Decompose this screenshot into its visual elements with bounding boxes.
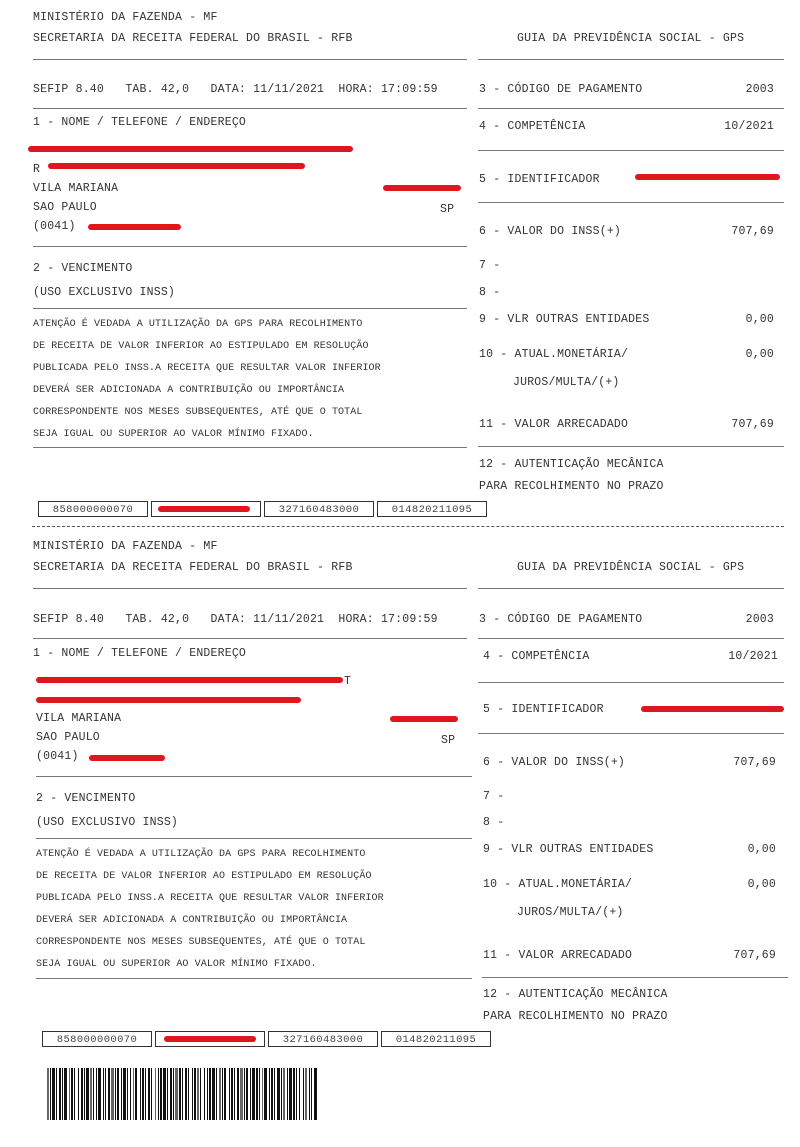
field3-label: 3 - CÓDIGO DE PAGAMENTO [479,83,643,96]
field3-value: 2003 [745,83,774,96]
cut-line [32,526,784,527]
field3-label: 3 - CÓDIGO DE PAGAMENTO [479,613,643,626]
redacted-identifier [641,706,784,712]
state: SP [441,734,456,747]
notice-line: DEVERÁ SER ADICIONADA A CONTRIBUIÇÃO OU IMPORTÂNCIA [36,915,348,926]
neighborhood: VILA MARIANA [36,712,122,725]
redacted-address [48,163,305,169]
field9-value: 0,00 [745,313,774,326]
redacted-cep [383,185,461,191]
field4-value: 10/2021 [724,120,774,133]
redacted-name [28,146,353,152]
field10-value: 0,00 [745,348,774,361]
field9-label: 9 - VLR OUTRAS ENTIDADES [479,313,650,326]
field8-label: 8 - [479,286,501,299]
field2-value: (USO EXCLUSIVO INSS) [36,816,179,829]
notice-line: ATENÇÃO É VEDADA A UTILIZAÇÃO DA GPS PARA RECOLHIMENTO [36,849,366,860]
divider [33,447,467,448]
address-prefix: R [33,163,41,176]
barcode-digits-1: 858000000070 [42,1031,152,1047]
field3-value: 2003 [745,613,774,626]
barcode-digits-4: 014820211095 [381,1031,491,1047]
secretariat-label: SECRETARIA DA RECEITA FEDERAL DO BRASIL - RFB [33,561,353,574]
field12-sub: PARA RECOLHIMENTO NO PRAZO [483,1010,668,1023]
field2-label: 2 - VENCIMENTO [33,262,133,275]
divider [478,59,784,60]
field1-label: 1 - NOME / TELEFONE / ENDEREÇO [33,647,247,660]
divider [482,977,788,978]
field2-label: 2 - VENCIMENTO [36,792,136,805]
field7-label: 7 - [483,790,505,803]
sefip-line: SEFIP 8.40 TAB. 42,0 DATA: 11/11/2021 HORA: 17:09:59 [33,613,438,626]
divider [36,978,472,979]
barcode-digits-3: 327160483000 [268,1031,378,1047]
divider [478,446,784,447]
ministry-label: MINISTÉRIO DA FAZENDA - MF [33,540,218,553]
sefip-line: SEFIP 8.40 TAB. 42,0 DATA: 11/11/2021 HORA: 17:09:59 [33,83,438,96]
notice-line: CORRESPONDENTE NOS MESES SUBSEQUENTES, ATÉ QUE O TOTAL [36,937,366,948]
divider [33,246,467,247]
field10-label-2: JUROS/MULTA/(+) [513,376,620,389]
notice-line: PUBLICADA PELO INSS.A RECEITA QUE RESULTAR VALOR INFERIOR [36,893,384,904]
field6-label: 6 - VALOR DO INSS(+) [479,225,622,238]
notice-line: CORRESPONDENTE NOS MESES SUBSEQUENTES, ATÉ QUE O TOTAL [33,407,363,418]
field12-label: 12 - AUTENTICAÇÃO MECÂNICA [479,458,664,471]
redacted-phone [89,755,165,761]
divider [478,588,784,589]
divider [33,59,467,60]
notice-line: SEJA IGUAL OU SUPERIOR AO VALOR MÍNIMO FIXADO. [36,959,317,970]
divider [33,108,467,109]
divider [478,150,784,151]
divider [36,838,472,839]
divider [478,108,784,109]
barcode-digits-1: 858000000070 [38,501,148,517]
field5-label: 5 - IDENTIFICADOR [479,173,600,186]
barcode-digits-2 [151,501,261,517]
field10-label: 10 - ATUAL.MONETÁRIA/ [483,878,633,891]
field4-label: 4 - COMPETÊNCIA [483,650,590,663]
divider [36,776,472,777]
field11-value: 707,69 [731,418,774,431]
field4-label: 4 - COMPETÊNCIA [479,120,586,133]
notice-line: DE RECEITA DE VALOR INFERIOR AO ESTIPULADO EM RESOLUÇÃO [33,341,369,352]
redacted-digits [164,1036,256,1042]
phone-prefix: (0041) [36,750,79,763]
city: SAO PAULO [33,201,97,214]
divider [33,638,467,639]
secretariat-label: SECRETARIA DA RECEITA FEDERAL DO BRASIL - RFB [33,32,353,45]
field7-label: 7 - [479,259,501,272]
field11-label: 11 - VALOR ARRECADADO [483,949,633,962]
divider [478,733,784,734]
field1-label: 1 - NOME / TELEFONE / ENDEREÇO [33,116,247,129]
city: SAO PAULO [36,731,100,744]
divider [33,588,467,589]
redacted-name [36,677,343,683]
form-title: GUIA DA PREVIDÊNCIA SOCIAL - GPS [517,561,745,574]
field6-value: 707,69 [731,225,774,238]
field11-value: 707,69 [733,949,776,962]
field9-value: 0,00 [747,843,776,856]
field4-value: 10/2021 [728,650,778,663]
field10-label: 10 - ATUAL.MONETÁRIA/ [479,348,629,361]
state: SP [440,203,455,216]
field10-label-2: JUROS/MULTA/(+) [517,906,624,919]
redacted-cep [390,716,458,722]
divider [478,638,784,639]
divider [478,202,784,203]
name-suffix: T [344,675,352,688]
divider [478,682,784,683]
notice-line: SEJA IGUAL OU SUPERIOR AO VALOR MÍNIMO FIXADO. [33,429,314,440]
barcode-digits-3: 327160483000 [264,501,374,517]
neighborhood: VILA MARIANA [33,182,119,195]
ministry-label: MINISTÉRIO DA FAZENDA - MF [33,11,218,24]
barcode [47,1068,489,1120]
notice-line: ATENÇÃO É VEDADA A UTILIZAÇÃO DA GPS PARA RECOLHIMENTO [33,319,363,330]
barcode-digits-4: 014820211095 [377,501,487,517]
redacted-phone [88,224,181,230]
field10-value: 0,00 [747,878,776,891]
field12-sub: PARA RECOLHIMENTO NO PRAZO [479,480,664,493]
field6-label: 6 - VALOR DO INSS(+) [483,756,626,769]
field9-label: 9 - VLR OUTRAS ENTIDADES [483,843,654,856]
form-title: GUIA DA PREVIDÊNCIA SOCIAL - GPS [517,32,745,45]
notice-line: DEVERÁ SER ADICIONADA A CONTRIBUIÇÃO OU IMPORTÂNCIA [33,385,345,396]
barcode-digits-2 [155,1031,265,1047]
notice-line: DE RECEITA DE VALOR INFERIOR AO ESTIPULADO EM RESOLUÇÃO [36,871,372,882]
field11-label: 11 - VALOR ARRECADADO [479,418,629,431]
divider [33,308,467,309]
field6-value: 707,69 [733,756,776,769]
field8-label: 8 - [483,816,505,829]
redacted-address [36,697,301,703]
field12-label: 12 - AUTENTICAÇÃO MECÂNICA [483,988,668,1001]
redacted-identifier [635,174,780,180]
field2-value: (USO EXCLUSIVO INSS) [33,286,176,299]
field5-label: 5 - IDENTIFICADOR [483,703,604,716]
redacted-digits [158,506,250,512]
notice-line: PUBLICADA PELO INSS.A RECEITA QUE RESULTAR VALOR INFERIOR [33,363,381,374]
phone-prefix: (0041) [33,220,76,233]
